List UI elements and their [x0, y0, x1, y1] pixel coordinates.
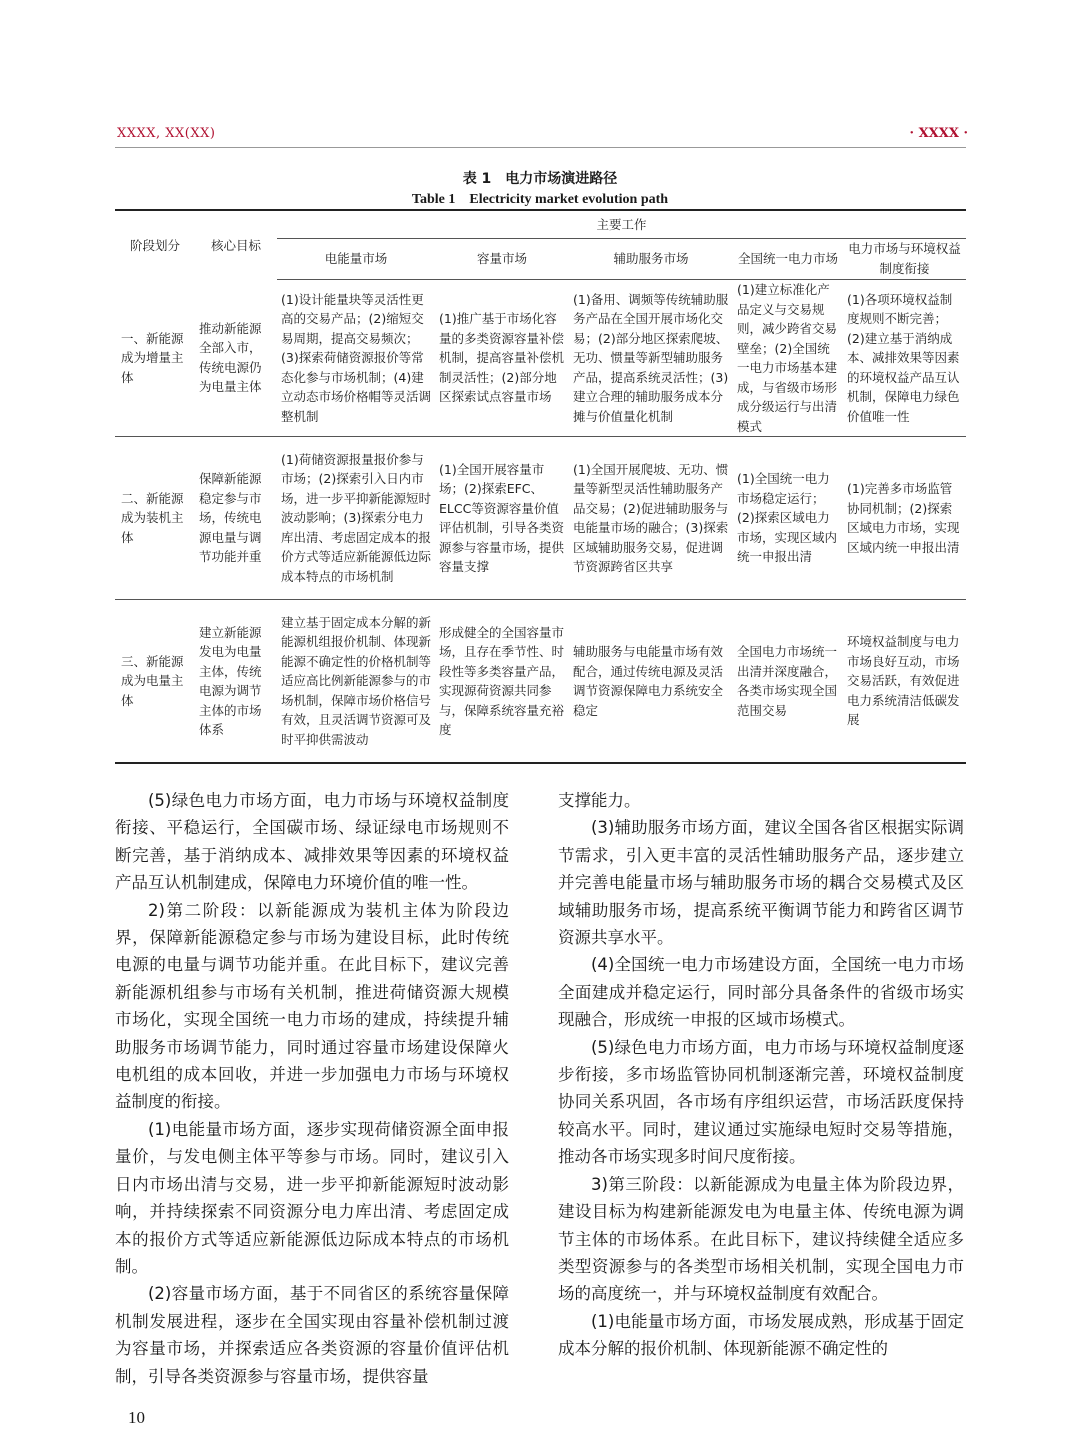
goal-cell: 保障新能源稳定参与市场，传统电源电量与调节功能并重: [195, 437, 277, 600]
paragraph: 支撑能力。: [558, 791, 641, 810]
energy-cell: (1)荷储资源报量报价参与市场；(2)探索引入日内市场，进一步平抑新能源短时波动影响；(3)探索分电力库出清、考虑固定成本的报价方式等适应新能源低边际成本特点的市场机制: [277, 437, 435, 600]
body-column-right: [558, 787, 964, 1363]
paragraph: 2)第二阶段：以新能源成为装机主体为阶段边界，保障新能源稳定参与市场为建设目标，此时传统电源的电量与调节功能并重。在此目标下，建议完善新能源机组参与市场有关机制，推进荷储资源大规模市场化，实现全国统一电力市场的建成，持续提升辅助服务市场调节能力，同时通过容量市场建设保障火电机组的成本回收，并进一步加强电力市场与环境权益制度的衔接。: [115, 900, 509, 1112]
body-column-left: [115, 787, 509, 1390]
goal-cell: 推动新能源全部入市，传统电源仍为电量主体: [195, 280, 277, 437]
journal-header: XXXX, XX(XX): [117, 126, 216, 141]
table-caption-en: Table 1 Electricity market evolution path: [411, 192, 669, 207]
table-row: [115, 600, 966, 764]
paragraph: (5)绿色电力市场方面，电力市场与环境权益制度逐步衔接，多市场监管协同机制逐渐完善，环境权益制度协同关系巩固，各市场有序组织运营，市场活跃度保持较高水平。同时，建议通过实施绿电短时交易等措施，推动各市场实现多时间尺度衔接。: [558, 1037, 964, 1167]
table-caption-cn: 表 1 电力市场演进路径: [462, 171, 618, 187]
table-row: [115, 280, 966, 437]
env-cell: (1)各项环境权益制度规则不断完善；(2)建立基于消纳成本、减排效果等因素的环境权益产品互认机制，保障电力绿色价值唯一性: [843, 280, 966, 437]
paragraph: (1)电能量市场方面，逐步实现荷储资源全面申报量价，与发电侧主体平等参与市场。同时，建议引入日内市场出清与交易，进一步平抑新能源短时波动影响，并持续探索不同资源分电力库出清、考虑固定成本的报价方式等适应新能源低边际成本特点的市场机制。: [115, 1119, 509, 1276]
paragraph: (4)全国统一电力市场建设方面，全国统一电力市场全面建成并稳定运行，同时部分具备条件的省级市场实现融合，形成统一申报的区域市场模式。: [558, 955, 964, 1030]
capacity-cell: 形成健全的全国容量市场，且存在季节性、时段性等多类容量产品，实现源荷资源共同参与，保障系统容量充裕度: [435, 600, 569, 764]
ancillary-cell: 辅助服务与电能量市场有效配合，通过传统电源及灵活调节资源保障电力系统安全稳定: [569, 600, 733, 764]
col-header-energy: 电能量市场: [277, 239, 435, 280]
env-cell: 环境权益制度与电力市场良好互动，市场交易活跃，有效促进电力系统清洁低碳发展: [843, 600, 966, 764]
ancillary-cell: (1)备用、调频等传统辅助服务产品在全国开展市场化交易；(2)部分地区探索爬坡、无功、惯量等新型辅助服务产品，提高系统灵活性；(3)建立合理的辅助服务成本分摊与价值量化机制: [569, 280, 733, 437]
col-header-capacity: 容量市场: [435, 239, 569, 280]
paragraph: (2)容量市场方面，基于不同省区的系统容量保障机制发展进程，逐步在全国实现由容量补偿机制过渡为容量市场，并探索适应各类资源的容量价值评估机制，引导各类资源参与容量市场，提供容量: [115, 1284, 509, 1386]
stage-cell: 二、新能源成为装机主体: [115, 437, 195, 600]
stage-cell: 一、新能源成为增量主体: [115, 280, 195, 437]
page-number: 10: [128, 1408, 145, 1427]
goal-cell: 建立新能源发电为电量主体，传统电源为调节主体的市场体系: [195, 600, 277, 764]
col-header-ancillary: 辅助服务市场: [569, 239, 733, 280]
paragraph: (5)绿色电力市场方面，电力市场与环境权益制度衔接、平稳运行，全国碳市场、绿证绿电市场规则不断完善，基于消纳成本、减排效果等因素的环境权益产品互认机制建成，保障电力环境价值的唯一性。: [115, 791, 509, 893]
ancillary-cell: (1)全国开展爬坡、无功、惯量等新型灵活性辅助服务产品交易；(2)促进辅助服务与电能量市场的融合；(3)探索区域辅助服务交易，促进调节资源跨省区共享: [569, 437, 733, 600]
header-rule: [115, 147, 966, 148]
capacity-cell: (1)推广基于市场化容量的多类资源容量补偿机制，提高容量补偿机制灵活性；(2)部分地区探索试点容量市场: [435, 280, 569, 437]
capacity-cell: (1)全国开展容量市场；(2)探索EFC、ELCC等资源容量价值评估机制，引导各类资源参与容量市场，提供容量支撑: [435, 437, 569, 600]
unified-cell: (1)建立标准化产品定义与交易规则，减少跨省交易壁垒；(2)全国统一电力市场基本建成，与省级市场形成分级运行与出清模式: [733, 280, 843, 437]
col-header-goal: 核心目标: [195, 210, 277, 280]
unified-cell: (1)全国统一电力市场稳定运行；(2)探索区域电力市场，实现区域内统一申报出清: [733, 437, 843, 600]
table-row: [115, 437, 966, 600]
stage-cell: 三、新能源成为电量主体: [115, 600, 195, 764]
paragraph: 3)第三阶段：以新能源成为电量主体为阶段边界，建设目标为构建新能源发电为电量主体、传统电源为调节主体的市场体系。在此目标下，建议持续健全适应多类型资源参与的各类型市场相关机制，实现全国电力市场的高度统一，并与环境权益制度有效配合。: [558, 1174, 964, 1304]
col-header-unified: 全国统一电力市场: [733, 239, 843, 280]
paragraph: (3)辅助服务市场方面，建议全国各省区根据实际调节需求，引入更丰富的灵活性辅助服务产品，逐步建立并完善电能量市场与辅助服务市场的耦合交易模式及区域辅助服务市场，提高系统平衡调节能力和跨省区调节资源共享水平。: [558, 818, 964, 948]
journal-code: · XXXX ·: [909, 126, 968, 141]
market-evolution-table: [115, 209, 966, 764]
env-cell: (1)完善多市场监管协同机制；(2)探索区域电力市场，实现区域内统一申报出清: [843, 437, 966, 600]
col-header-stage: 阶段划分: [115, 210, 195, 280]
paragraph: (1)电能量市场方面，市场发展成熟，形成基于固定成本分解的报价机制、体现新能源不确定性的: [558, 1311, 964, 1359]
col-header-env: 电力市场与环境权益制度衔接: [843, 239, 966, 280]
unified-cell: 全国电力市场统一出清并深度融合，各类市场实现全国范围交易: [733, 600, 843, 764]
energy-cell: 建立基于固定成本分解的新能源机组报价机制、体现新能源不确定性的价格机制等适应高比例新能源参与的市场机制，保障市场价格信号有效，且灵活调节资源可及时平抑供需波动: [277, 600, 435, 764]
col-header-main-work: 主要工作: [277, 210, 966, 239]
energy-cell: (1)设计能量块等灵活性更高的交易产品；(2)缩短交易周期，提高交易频次；(3)探索荷储资源报价等常态化参与市场机制；(4)建立动态市场价格帽等灵活调整机制: [277, 280, 435, 437]
